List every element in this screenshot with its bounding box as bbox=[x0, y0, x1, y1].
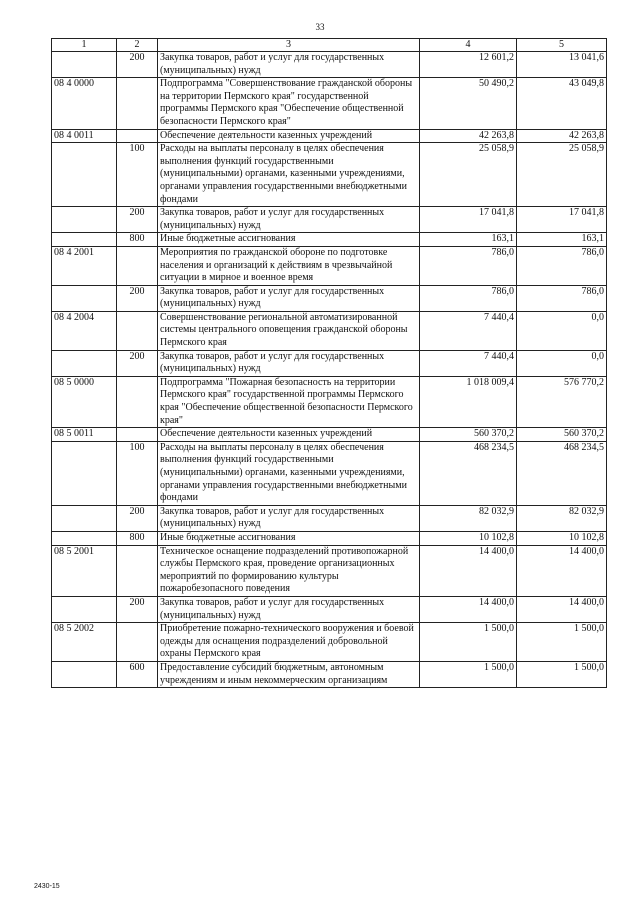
cell-name: Подпрограмма "Пожарная безопасность на территории Пермского края" государственной программы Пермского края "Обеспечение общественной безопасности Пермского края" bbox=[158, 376, 420, 427]
cell-amount-1: 14 400,0 bbox=[420, 545, 517, 596]
cell-amount-2: 0,0 bbox=[517, 311, 607, 350]
cell-amount-1: 1 018 009,4 bbox=[420, 376, 517, 427]
table-row bbox=[52, 311, 607, 350]
cell-name: Закупка товаров, работ и услуг для государственных (муниципальных) нужд bbox=[158, 285, 420, 311]
cell-amount-2: 17 041,8 bbox=[517, 207, 607, 233]
cell-amount-2: 42 263,8 bbox=[517, 129, 607, 143]
table-row bbox=[52, 285, 607, 311]
cell-name: Мероприятия по гражданской обороне по подготовке населения и организаций к действиям в чрезвычайной ситуации в мирное и военное время bbox=[158, 246, 420, 285]
cell-amount-2: 14 400,0 bbox=[517, 545, 607, 596]
cell-amount-1: 17 041,8 bbox=[420, 207, 517, 233]
cell-amount-2: 43 049,8 bbox=[517, 78, 607, 129]
table-row bbox=[52, 428, 607, 442]
cell-name: Закупка товаров, работ и услуг для государственных (муниципальных) нужд bbox=[158, 596, 420, 622]
cell-expense-type: 800 bbox=[117, 233, 158, 247]
column-header-amount-2: 5 bbox=[517, 39, 607, 52]
document-footer-code: 2430-15 bbox=[34, 883, 60, 890]
cell-name: Закупка товаров, работ и услуг для государственных (муниципальных) нужд bbox=[158, 52, 420, 78]
cell-code: 08 4 2001 bbox=[52, 246, 117, 285]
cell-name: Расходы на выплаты персоналу в целях обеспечения выполнения функций государственными (муниципальными) органами, казенными учреждениями, органами управления государственными внебюджетными фондами bbox=[158, 441, 420, 505]
cell-amount-1: 560 370,2 bbox=[420, 428, 517, 442]
cell-amount-2: 1 500,0 bbox=[517, 623, 607, 662]
cell-amount-1: 786,0 bbox=[420, 285, 517, 311]
cell-expense-type bbox=[117, 311, 158, 350]
column-header-expense-type: 2 bbox=[117, 39, 158, 52]
table-row bbox=[52, 78, 607, 129]
cell-code bbox=[52, 52, 117, 78]
cell-amount-2: 14 400,0 bbox=[517, 596, 607, 622]
cell-amount-2: 468 234,5 bbox=[517, 441, 607, 505]
cell-code bbox=[52, 596, 117, 622]
cell-code: 08 5 2001 bbox=[52, 545, 117, 596]
cell-name: Обеспечение деятельности казенных учреждений bbox=[158, 129, 420, 143]
cell-expense-type: 600 bbox=[117, 661, 158, 687]
cell-expense-type bbox=[117, 428, 158, 442]
column-header-amount-1: 4 bbox=[420, 39, 517, 52]
cell-amount-1: 786,0 bbox=[420, 246, 517, 285]
cell-expense-type: 200 bbox=[117, 505, 158, 531]
cell-code: 08 5 2002 bbox=[52, 623, 117, 662]
table-row bbox=[52, 376, 607, 427]
cell-amount-2: 1 500,0 bbox=[517, 661, 607, 687]
cell-amount-2: 82 032,9 bbox=[517, 505, 607, 531]
cell-amount-1: 7 440,4 bbox=[420, 311, 517, 350]
cell-amount-1: 25 058,9 bbox=[420, 143, 517, 207]
cell-name: Закупка товаров, работ и услуг для государственных (муниципальных) нужд bbox=[158, 350, 420, 376]
cell-name: Закупка товаров, работ и услуг для государственных (муниципальных) нужд bbox=[158, 207, 420, 233]
table-row bbox=[52, 207, 607, 233]
cell-amount-1: 1 500,0 bbox=[420, 623, 517, 662]
cell-expense-type: 200 bbox=[117, 52, 158, 78]
table-row bbox=[52, 545, 607, 596]
table-row bbox=[52, 52, 607, 78]
table-row bbox=[52, 246, 607, 285]
cell-amount-2: 13 041,6 bbox=[517, 52, 607, 78]
cell-code: 08 4 2004 bbox=[52, 311, 117, 350]
cell-expense-type: 200 bbox=[117, 207, 158, 233]
cell-expense-type: 100 bbox=[117, 143, 158, 207]
cell-expense-type bbox=[117, 545, 158, 596]
table-row bbox=[52, 441, 607, 505]
cell-expense-type bbox=[117, 129, 158, 143]
cell-name: Расходы на выплаты персоналу в целях обеспечения выполнения функций государственными (муниципальными) органами, казенными учреждениями, органами управления государственными внебюджетными фондами bbox=[158, 143, 420, 207]
cell-amount-1: 50 490,2 bbox=[420, 78, 517, 129]
cell-amount-1: 10 102,8 bbox=[420, 531, 517, 545]
cell-expense-type: 200 bbox=[117, 350, 158, 376]
cell-amount-2: 0,0 bbox=[517, 350, 607, 376]
table-row bbox=[52, 661, 607, 687]
budget-table bbox=[51, 38, 607, 688]
cell-expense-type bbox=[117, 376, 158, 427]
cell-amount-1: 14 400,0 bbox=[420, 596, 517, 622]
cell-amount-1: 12 601,2 bbox=[420, 52, 517, 78]
column-header-name: 3 bbox=[158, 39, 420, 52]
cell-expense-type: 100 bbox=[117, 441, 158, 505]
cell-amount-1: 7 440,4 bbox=[420, 350, 517, 376]
cell-code bbox=[52, 441, 117, 505]
table-row bbox=[52, 531, 607, 545]
table-row bbox=[52, 623, 607, 662]
cell-amount-1: 82 032,9 bbox=[420, 505, 517, 531]
cell-amount-1: 1 500,0 bbox=[420, 661, 517, 687]
cell-code: 08 4 0011 bbox=[52, 129, 117, 143]
table-row bbox=[52, 350, 607, 376]
cell-code: 08 4 0000 bbox=[52, 78, 117, 129]
cell-expense-type bbox=[117, 246, 158, 285]
cell-code bbox=[52, 207, 117, 233]
table-row bbox=[52, 129, 607, 143]
cell-name: Закупка товаров, работ и услуг для государственных (муниципальных) нужд bbox=[158, 505, 420, 531]
cell-name: Техническое оснащение подразделений противопожарной службы Пермского края, проведение организационных мероприятий по формированию культуры пожаробезопасного поведения bbox=[158, 545, 420, 596]
cell-name: Иные бюджетные ассигнования bbox=[158, 531, 420, 545]
cell-amount-2: 560 370,2 bbox=[517, 428, 607, 442]
cell-amount-2: 576 770,2 bbox=[517, 376, 607, 427]
table-row bbox=[52, 596, 607, 622]
cell-expense-type bbox=[117, 623, 158, 662]
cell-code bbox=[52, 505, 117, 531]
cell-amount-2: 163,1 bbox=[517, 233, 607, 247]
cell-name: Совершенствование региональной автоматизированной системы центрального оповещения гражданской обороны Пермского края bbox=[158, 311, 420, 350]
cell-code bbox=[52, 661, 117, 687]
cell-name: Предоставление субсидий бюджетным, автономным учреждениям и иным некоммерческим организациям bbox=[158, 661, 420, 687]
cell-code bbox=[52, 143, 117, 207]
cell-name: Подпрограмма "Совершенствование гражданской обороны на территории Пермского края" государственной программы Пермского края "Обеспечение общественной безопасности Пермского края" bbox=[158, 78, 420, 129]
cell-code bbox=[52, 531, 117, 545]
table-header-row bbox=[52, 39, 607, 52]
cell-amount-2: 25 058,9 bbox=[517, 143, 607, 207]
table-row bbox=[52, 143, 607, 207]
cell-expense-type: 800 bbox=[117, 531, 158, 545]
cell-code bbox=[52, 233, 117, 247]
cell-code bbox=[52, 350, 117, 376]
cell-amount-1: 42 263,8 bbox=[420, 129, 517, 143]
cell-code: 08 5 0000 bbox=[52, 376, 117, 427]
cell-amount-2: 786,0 bbox=[517, 246, 607, 285]
cell-name: Иные бюджетные ассигнования bbox=[158, 233, 420, 247]
table-row bbox=[52, 233, 607, 247]
cell-expense-type bbox=[117, 78, 158, 129]
page-number: 33 bbox=[315, 22, 325, 32]
column-header-code: 1 bbox=[52, 39, 117, 52]
cell-name: Приобретение пожарно-технического вооружения и боевой одежды для оснащения подразделений добровольной охраны Пермского края bbox=[158, 623, 420, 662]
cell-amount-1: 468 234,5 bbox=[420, 441, 517, 505]
cell-name: Обеспечение деятельности казенных учреждений bbox=[158, 428, 420, 442]
cell-expense-type: 200 bbox=[117, 596, 158, 622]
cell-code bbox=[52, 285, 117, 311]
cell-expense-type: 200 bbox=[117, 285, 158, 311]
cell-amount-2: 10 102,8 bbox=[517, 531, 607, 545]
table-row bbox=[52, 505, 607, 531]
cell-amount-2: 786,0 bbox=[517, 285, 607, 311]
cell-amount-1: 163,1 bbox=[420, 233, 517, 247]
table-body bbox=[52, 52, 607, 688]
cell-code: 08 5 0011 bbox=[52, 428, 117, 442]
